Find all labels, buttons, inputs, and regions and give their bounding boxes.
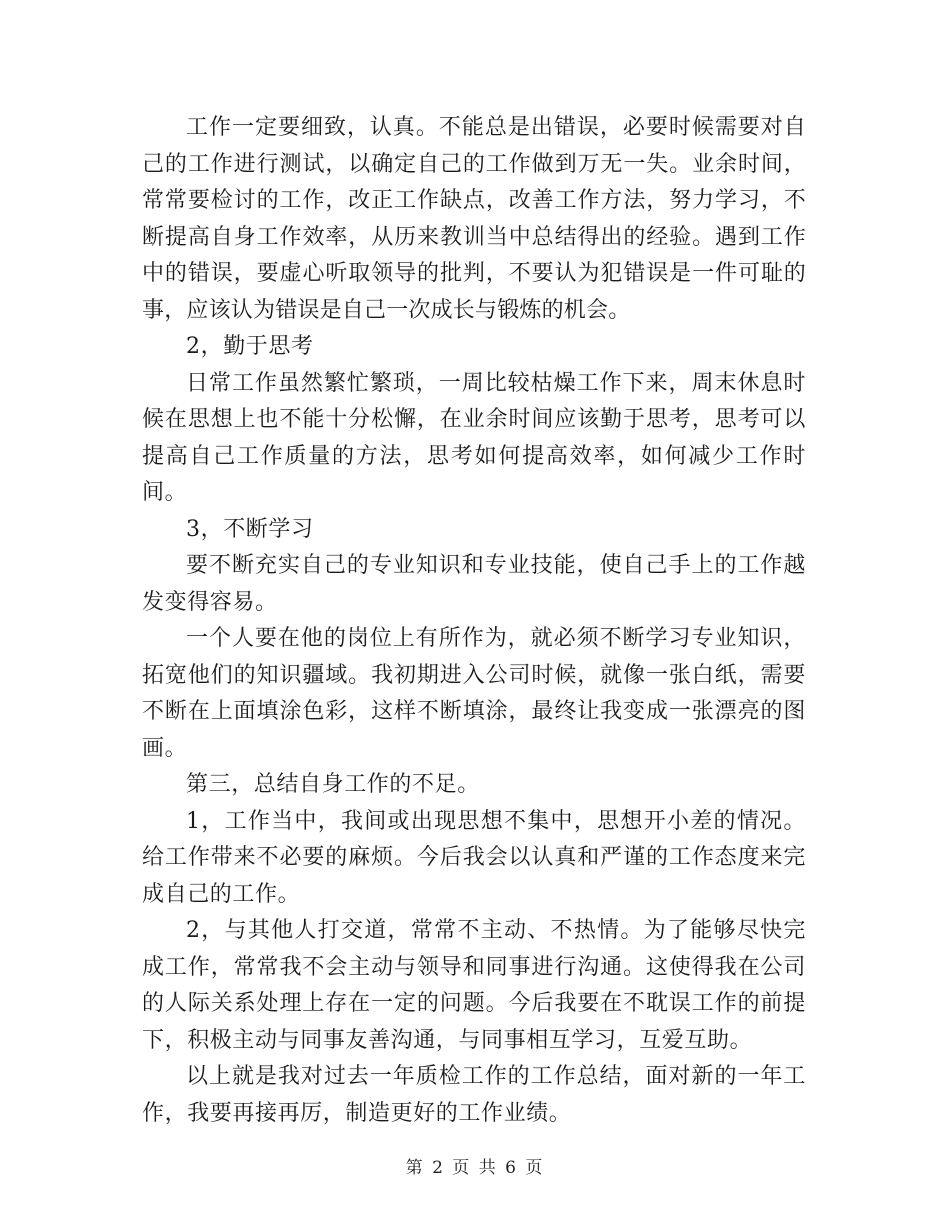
paragraph-work-carefully: 工作一定要细致，认真。不能总是出错误，必要时候需要对自己的工作进行测试，以确定自己的工作做到万无一失。业余时间，常常要检讨的工作，改正工作缺点，改善工作方法，努力学习，不断提高自身工作效率，从历来教训当中总结得出的经验。遇到工作中的错误，要虚心听取领导的批判，不要认为犯错误是一件可耻的事，应该认为错误是自己一次成长与锻炼的机会。 (142, 115, 806, 323)
page-number-footer: 第 2 页 共 6 页 (405, 1158, 545, 1178)
paragraph-thinking: 日常工作虽然繁忙繁琐，一周比较枯燥工作下来，周末休息时候在思想上也不能十分松懈，在业余时间应该勤于思考，思考可以提高自己工作质量的方法，思考如何提高效率，如何减少工作时间。 (142, 370, 806, 505)
paragraph-enrich-knowledge: 要不断充实自己的专业知识和专业技能，使自己手上的工作越发变得容易。 (142, 553, 806, 615)
paragraph-learning-growth: 一个人要在他的岗位上有所作为，就必须不断学习专业知识，拓宽他们的知识疆域。我初期进入公司时候，就像一张白纸，需要不断在上面填涂色彩，这样不断填涂，最终让我变成一张漂亮的图画。 (142, 626, 806, 761)
heading-think-diligently: 2，勤于思考 (186, 334, 314, 359)
paragraph-conclusion: 以上就是我对过去一年质检工作的工作总结，面对新的一年工作，我要再接再厉，制造更好的工作业绩。 (142, 1064, 806, 1126)
paragraph-shortcoming-focus: 1，工作当中，我间或出现思想不集中，思想开小差的情况。给工作带来不必要的麻烦。今后我会以认真和严谨的工作态度来完成自己的工作。 (142, 808, 806, 907)
document-body (142, 110, 806, 1132)
heading-shortcomings: 第三，总结自身工作的不足。 (186, 772, 480, 797)
heading-keep-learning: 3，不断学习 (186, 516, 314, 542)
paragraph-shortcoming-communication: 2，与其他人打交道，常常不主动、不热情。为了能够尽快完成工作，常常我不会主动与领导和同事进行沟通。这使得我在公司的人际关系处理上存在一定的问题。今后我要在不耽误工作的前提下，积极主动与同事友善沟通，与同事相互学习，互爱互助。 (142, 918, 806, 1053)
